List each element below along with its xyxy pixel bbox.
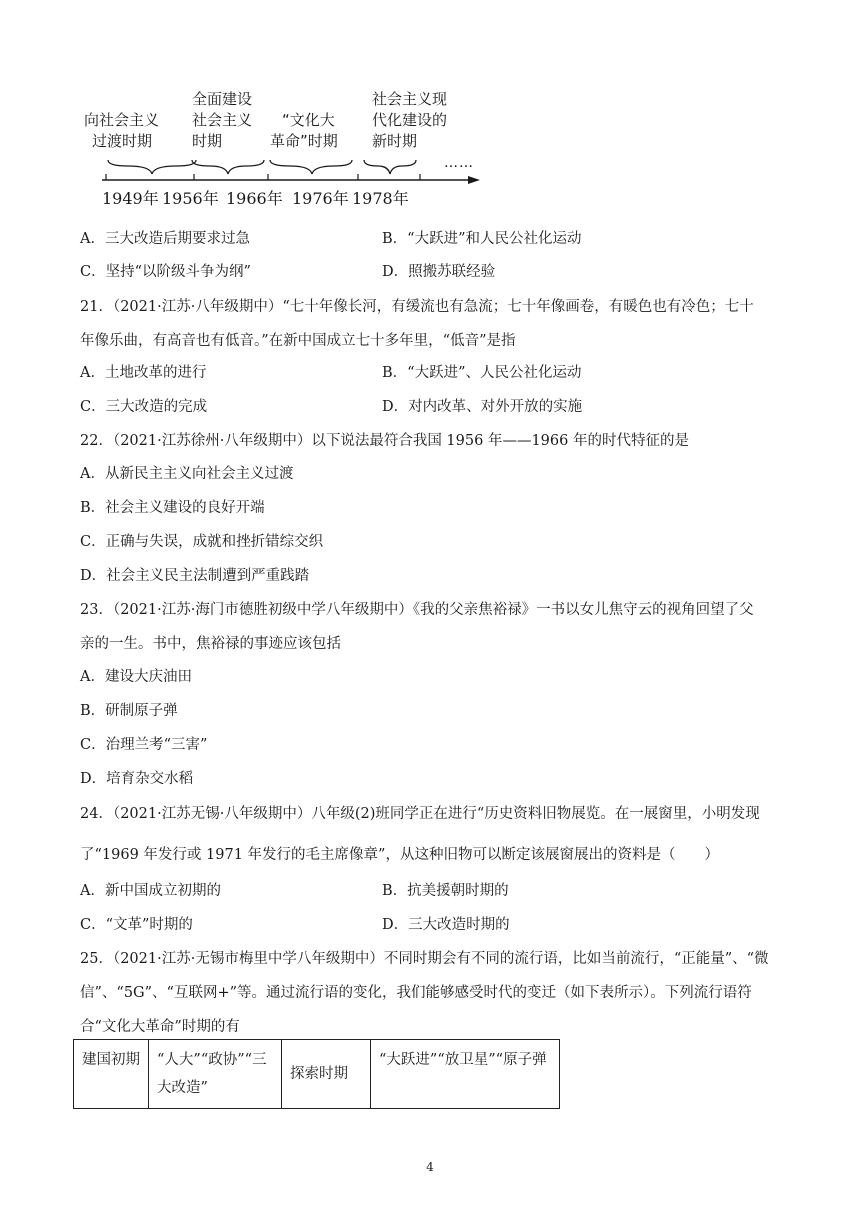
q24-stem-line2: 了“1969 年发行或 1971 年发行的毛主席像章”，从这种旧物可以断定该展窗展出的资料是（ ） [80, 847, 719, 863]
q22-option-c: C．正确与失误，成就和挫折错综交织 [80, 534, 324, 550]
q23-stem-line1: 23．（2021·江苏·海门市德胜初级中学八年级期中）《我的父亲焦裕禄》一书以女儿焦守云的视角回望了父 [80, 602, 754, 618]
q24-stem-line1: 24．（2021·江苏无锡·八年级期中）八年级(2)班同学正在进行“历史资料旧物展览。在一展窗里，小明发现 [80, 806, 760, 822]
timeline-label-line: “文化大 [282, 111, 335, 129]
timeline-label-construction [192, 89, 252, 152]
q20-option-c: C．坚持“以阶级斗争为纲” [80, 264, 251, 280]
q21-option-c: C．三大改造的完成 [80, 399, 208, 415]
timeline-year: 1976年 [292, 189, 349, 208]
q25-stem-line2: 信”、“5G”、“互联网+”等。通过流行语的变化，我们能够感受时代的变迁（如下表所示）。下列流行语符 [80, 985, 752, 1001]
q20-option-d: D．照搬苏联经验 [382, 264, 496, 280]
q25-stem-line3: 合“文化大革命”时期的有 [80, 1019, 240, 1035]
timeline-label-line: 社会主义现 [372, 90, 448, 108]
q23-option-b: B．研制原子弹 [80, 703, 178, 719]
q23-option-a: A．建设大庆油田 [80, 669, 192, 685]
timeline-label-line: 全面建设 [192, 90, 253, 108]
q21-option-a: A．土地改革的进行 [80, 365, 207, 381]
timeline-label-line: 代化建设的 [372, 111, 448, 129]
q24-option-c: C．“文革”时期的 [80, 917, 193, 933]
page-number: 4 [426, 1160, 434, 1174]
q24-option-d: D．三大改造时期的 [382, 917, 510, 933]
q21-option-d: D．对内改革、对外开放的实施 [382, 399, 583, 415]
timeline-label-line: 向社会主义 [84, 111, 160, 129]
timeline-label-line: 过渡时期 [92, 132, 153, 150]
q25-stem-line1: 25．（2021·江苏·无锡市梅里中学八年级期中）不同时期会有不同的流行语，比如当前流行，“正能量”、“微 [80, 951, 769, 967]
timeline-label-cultural-revolution [270, 110, 338, 152]
timeline-year: 1966年 [226, 189, 283, 208]
timeline-label-line: 社会主义 [192, 111, 253, 129]
timeline-label-new-period [372, 89, 447, 152]
table-row [74, 1040, 560, 1109]
timeline-label-line: 时期 [192, 132, 223, 150]
timeline-label-transition [84, 110, 159, 152]
q24-option-b: B．抗美援朝时期的 [382, 883, 509, 899]
timeline-label-line: 革命”时期 [270, 132, 338, 150]
table-cell-slang-exploration: “大跃进”“放卫星”“原子弹 [371, 1040, 560, 1109]
q24-option-a: A．新中国成立初期的 [80, 883, 221, 899]
timeline-label-line: 新时期 [372, 132, 418, 150]
q21-option-b: B．“大跃进”、人民公社化运动 [382, 365, 582, 381]
timeline-axis [80, 150, 490, 190]
q22-option-a: A．从新民主主义向社会主义过渡 [80, 466, 294, 482]
timeline-year: 1978年 [352, 189, 409, 208]
q23-option-c: C．治理兰考“三害” [80, 737, 208, 753]
q20-option-b: B．“大跃进”和人民公社化运动 [382, 231, 582, 247]
table-cell-period-early: 建国初期 [74, 1040, 149, 1109]
timeline-year: 1949年 [102, 189, 159, 208]
q22-option-b: B．社会主义建设的良好开端 [80, 500, 265, 516]
q23-stem-line2: 亲的一生。书中，焦裕禄的事迹应该包括 [80, 636, 341, 652]
q23-option-d: D．培育杂交水稻 [80, 771, 194, 787]
q21-stem-line2: 年像乐曲，有高音也有低音。”在新中国成立七十多年里，“低音”是指 [80, 333, 516, 349]
timeline-ellipsis: …… [444, 155, 474, 171]
q20-option-a: A．三大改造后期要求过急 [80, 231, 250, 247]
slang-table [73, 1039, 560, 1109]
table-cell-period-exploration: 探索时期 [282, 1040, 371, 1109]
q22-option-d: D．社会主义民主法制遭到严重践踏 [80, 568, 310, 584]
q21-stem-line1: 21．（2021·江苏·八年级期中）“七十年像长河，有缓流也有急流；七十年像画卷，有暖色也有冷色；七十 [80, 299, 754, 315]
table-cell-slang-early: “人大”“政协”“三大改造” [149, 1040, 282, 1109]
q22-stem-line1: 22．（2021·江苏徐州·八年级期中）以下说法最符合我国 1956 年——1966 年的时代特征的是 [80, 433, 689, 449]
timeline-year: 1956年 [162, 189, 219, 208]
